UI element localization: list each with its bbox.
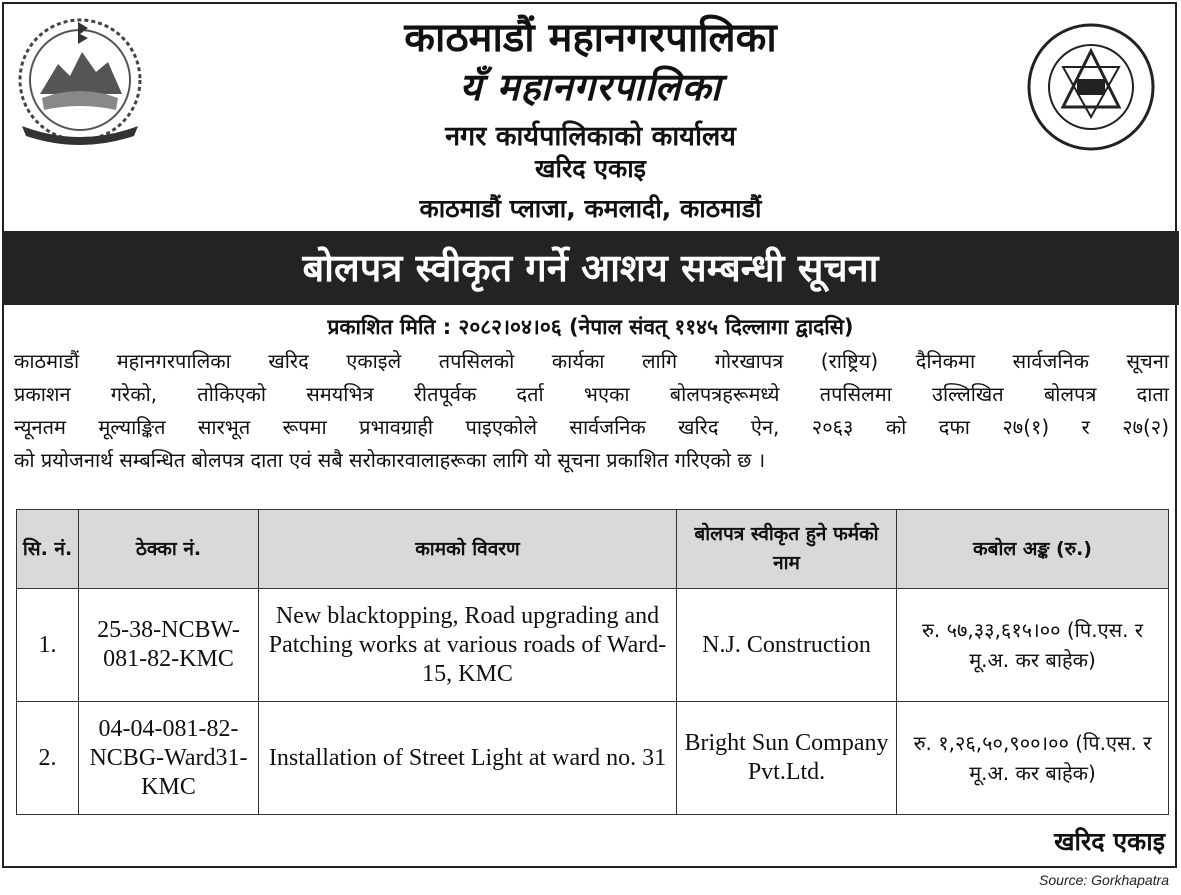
notice-heading: बोलपत्र स्वीकृत गर्ने आशय सम्बन्धी सूचना: [2, 231, 1179, 305]
cell-contract-no: 04-04-081-82-NCBG-Ward31-KMC: [79, 702, 259, 815]
contract-table: [16, 509, 1169, 815]
table-header-row: [17, 510, 1169, 589]
body-line: न्यूनतम मूल्याङ्कित सारभूत रूपमा प्रभावग्राही पाइएकोले सार्वजनिक खरिद ऐन, २०६३ को दफा २७(१) र २७(२): [14, 415, 1169, 439]
col-header-contract-no: ठेक्का नं.: [79, 510, 259, 589]
cell-amount: रु. १,२६,५०,९००।०० (पि.एस. र मू.अ. कर बाहेक): [897, 702, 1169, 815]
office-address: काठमाडौं प्लाजा, कमलादी, काठमाडौं: [419, 194, 762, 223]
cell-contract-no: 25-38-NCBW-081-82-KMC: [79, 589, 259, 702]
notice-body: [14, 345, 1169, 477]
cell-sn: 1.: [17, 589, 79, 702]
table-row: [17, 589, 1169, 702]
body-line: प्रकाशन गरेको, तोकिएको समयभित्र रीतपूर्वक दर्ता भएका बोलपत्रहरूमध्ये तपसिलमा उल्लिखित बोलपत्र दाता: [14, 382, 1169, 406]
cell-firm: N.J. Construction: [677, 589, 897, 702]
col-header-amount: कबोल अङ्क (रु.): [897, 510, 1169, 589]
col-header-sn: सि. नं.: [17, 510, 79, 589]
cell-firm: Bright Sun Company Pvt.Ltd.: [677, 702, 897, 815]
body-line: को प्रयोजनार्थ सम्बन्धित बोलपत्र दाता एवं सबै सरोकारवालाहरूका लागि यो सूचना प्रकाशित गरिएको छ ।: [14, 448, 766, 472]
org-title: काठमाडौं महानगरपालिका: [404, 15, 777, 61]
notice-header: [0, 0, 1181, 230]
table-row: [17, 702, 1169, 815]
cell-description: New blacktopping, Road upgrading and Patching works at various roads of Ward-15, KMC: [259, 589, 677, 702]
kmc-seal-icon: [1025, 21, 1157, 153]
body-line: काठमाडौं महानगरपालिका खरिद एकाइले तपसिलको कार्यका लागि गोरखापत्र (राष्ट्रिय) दैनिकमा सार्वजनिक सूचना: [14, 349, 1169, 373]
org-title-newari: यँ महानगरपालिका: [459, 65, 722, 109]
cell-amount: रु. ५७,३३,६१५।०० (पि.एस. र मू.अ. कर बाहेक): [897, 589, 1169, 702]
publish-date: प्रकाशित मिति : २०८२।०४।०६ (नेपाल संवत् ११४५ दिल्लागा द्वादसि): [327, 315, 854, 339]
cell-description: Installation of Street Light at ward no. 31: [259, 702, 677, 815]
col-header-firm: बोलपत्र स्वीकृत हुने फर्मको नाम: [677, 510, 897, 589]
unit-name: खरिद एकाइ: [535, 154, 646, 183]
office-name: नगर कार्यपालिकाको कार्यालय: [445, 121, 736, 152]
signature-unit: खरिद एकाइ: [1054, 827, 1165, 856]
source-credit: Source: Gorkhapatra: [1039, 872, 1169, 888]
col-header-description: कामको विवरण: [259, 510, 677, 589]
cell-sn: 2.: [17, 702, 79, 815]
